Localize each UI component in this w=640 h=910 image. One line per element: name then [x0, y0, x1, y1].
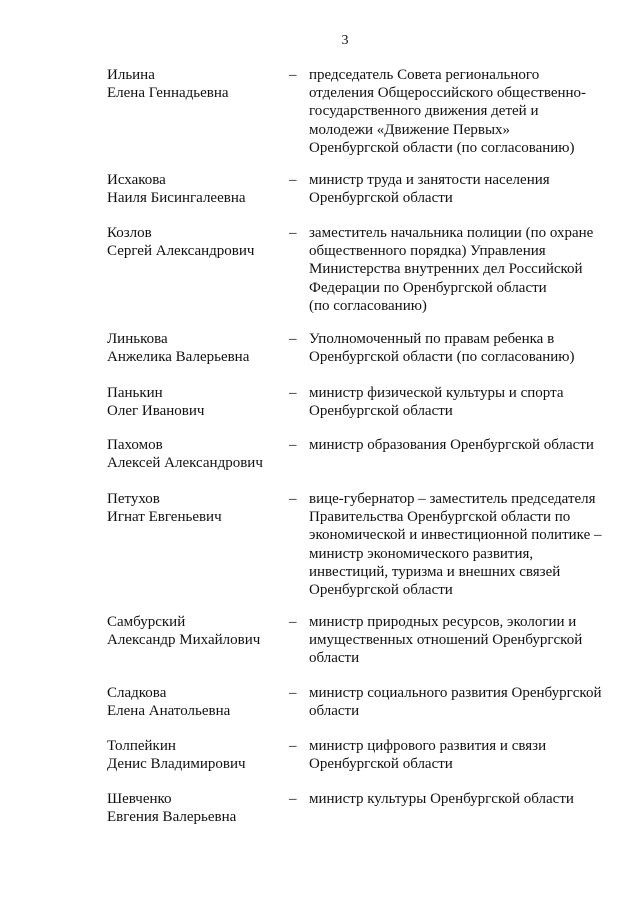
- separator-dash: –: [289, 791, 297, 807]
- position-line: области: [309, 703, 360, 720]
- position-line: Оренбургской области: [309, 582, 453, 599]
- separator-dash: –: [289, 225, 297, 241]
- member-surname: Козлов: [107, 225, 152, 241]
- member-given-names: Игнат Евгеньевич: [107, 509, 222, 526]
- member-position: [309, 384, 619, 420]
- member-surname: Пахомов: [107, 437, 163, 453]
- separator-dash: –: [289, 172, 297, 188]
- position-line: министр физической культуры и спорта: [309, 385, 564, 401]
- member-surname: Шевченко: [107, 791, 172, 807]
- position-line: председатель Совета регионального: [309, 67, 540, 83]
- position-line: министр экономического развития,: [309, 545, 534, 562]
- member-surname: Толпейкин: [107, 738, 176, 754]
- member-position: [309, 66, 619, 157]
- member-position: [309, 737, 619, 773]
- member-name: [107, 171, 282, 207]
- position-line: Оренбургской области (по согласованию): [309, 349, 575, 366]
- member-given-names: Наиля Бисингалеевна: [107, 190, 246, 207]
- separator-dash: –: [289, 738, 297, 754]
- position-line: Правительства Оренбургской области по: [309, 509, 571, 526]
- member-position: [309, 436, 619, 454]
- member-position: [309, 790, 619, 808]
- position-line: министр труда и занятости населения: [309, 172, 550, 188]
- position-line: Уполномоченный по правам ребенка в: [309, 331, 555, 347]
- position-line: вице-губернатор – заместитель председателя: [309, 491, 596, 507]
- member-position: [309, 613, 619, 668]
- member-position: [309, 330, 619, 366]
- member-position: [309, 684, 619, 720]
- position-line: молодежи «Движение Первых»: [309, 121, 511, 138]
- position-line: имущественных отношений Оренбургской: [309, 632, 583, 649]
- page-number: 3: [341, 33, 349, 48]
- position-line: министр цифрового развития и связи: [309, 738, 547, 754]
- member-given-names: Денис Владимирович: [107, 756, 246, 773]
- member-position: [309, 171, 619, 207]
- member-name: [107, 737, 282, 773]
- member-name: [107, 613, 282, 649]
- member-given-names: Елена Анатольевна: [107, 703, 231, 720]
- member-given-names: Анжелика Валерьевна: [107, 349, 250, 366]
- position-line: Оренбургской области (по согласованию): [309, 139, 575, 156]
- member-surname: Панькин: [107, 385, 163, 401]
- separator-dash: –: [289, 331, 297, 347]
- member-name: [107, 224, 282, 260]
- member-surname: Исхакова: [107, 172, 166, 188]
- separator-dash: –: [289, 385, 297, 401]
- separator-dash: –: [289, 437, 297, 453]
- position-line: экономической и инвестиционной политике –: [309, 527, 602, 544]
- position-line: Оренбургской области: [309, 403, 453, 420]
- position-line: Оренбургской области: [309, 190, 453, 207]
- member-given-names: Евгения Валерьевна: [107, 809, 237, 826]
- member-surname: Самбурский: [107, 614, 186, 630]
- member-surname: Ильина: [107, 67, 155, 83]
- position-line: Министерства внутренних дел Российской: [309, 261, 583, 278]
- member-given-names: Сергей Александрович: [107, 243, 255, 260]
- position-line: министр образования Оренбургской области: [309, 437, 594, 453]
- position-line: (по согласованию): [309, 297, 427, 314]
- member-given-names: Елена Геннадьевна: [107, 85, 229, 102]
- separator-dash: –: [289, 614, 297, 630]
- position-line: Оренбургской области: [309, 756, 453, 773]
- member-name: [107, 436, 282, 472]
- position-line: общественного порядка) Управления: [309, 243, 546, 260]
- member-name: [107, 66, 282, 102]
- member-name: [107, 684, 282, 720]
- member-given-names: Александр Михайлович: [107, 632, 261, 649]
- member-surname: Линькова: [107, 331, 168, 347]
- position-line: заместитель начальника полиции (по охране: [309, 225, 594, 241]
- position-line: государственного движения детей и: [309, 103, 539, 120]
- position-line: министр культуры Оренбургской области: [309, 791, 574, 807]
- position-line: инвестиций, туризма и внешних связей: [309, 563, 561, 580]
- member-surname: Сладкова: [107, 685, 167, 701]
- member-given-names: Олег Иванович: [107, 403, 205, 420]
- member-position: [309, 224, 619, 315]
- position-line: Федерации по Оренбургской области: [309, 279, 547, 296]
- position-line: министр природных ресурсов, экологии и: [309, 614, 577, 630]
- member-surname: Петухов: [107, 491, 160, 507]
- position-line: области: [309, 650, 360, 667]
- position-line: отделения Общероссийского общественно-: [309, 85, 587, 102]
- member-name: [107, 790, 282, 826]
- separator-dash: –: [289, 67, 297, 83]
- member-given-names: Алексей Александрович: [107, 455, 263, 472]
- separator-dash: –: [289, 491, 297, 507]
- member-name: [107, 384, 282, 420]
- position-line: министр социального развития Оренбургской: [309, 685, 602, 701]
- member-position: [309, 490, 619, 599]
- separator-dash: –: [289, 685, 297, 701]
- member-name: [107, 490, 282, 526]
- member-name: [107, 330, 282, 366]
